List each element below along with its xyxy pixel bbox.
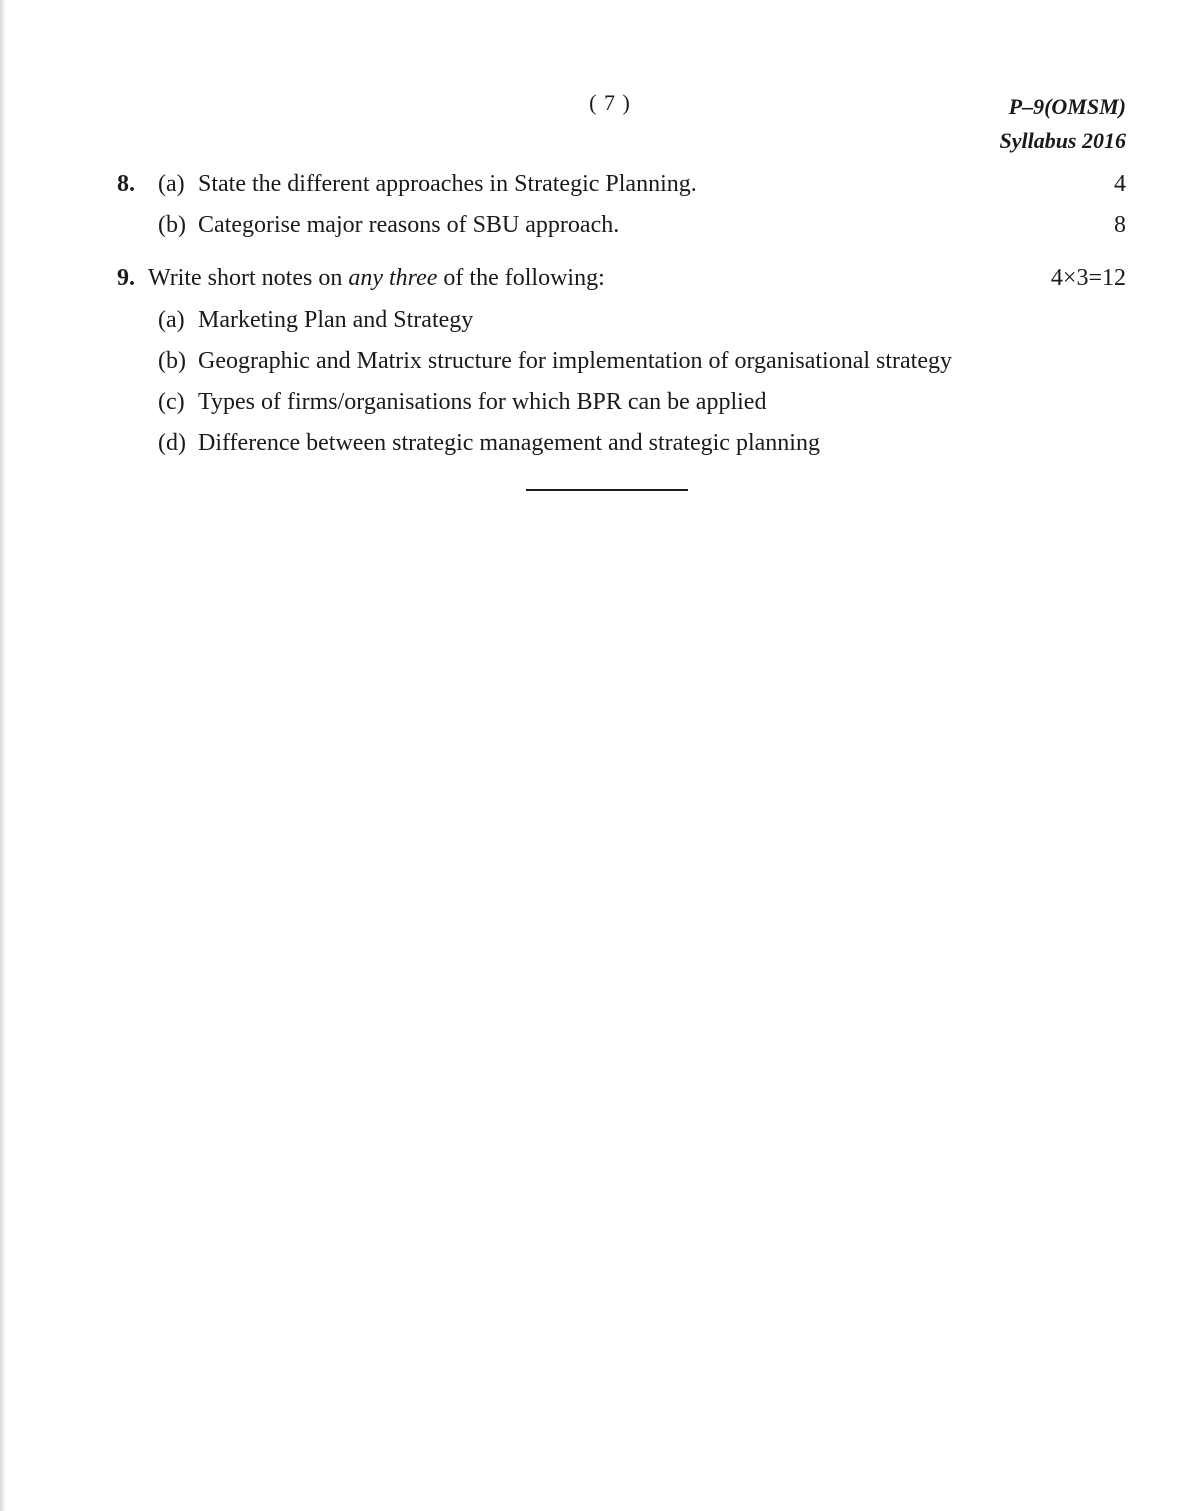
page-number: ( 7 ): [589, 90, 631, 115]
part-text: Types of firms/organisations for which BPR can be applied: [198, 389, 767, 415]
part-text: Difference between strategic management and strategic planning: [198, 430, 820, 456]
syllabus-year: Syllabus 2016: [999, 128, 1126, 153]
part-letter: (c): [158, 389, 185, 415]
part-text: State the different approaches in Strategic Planning.: [198, 171, 697, 197]
intro-before: Write short notes on: [148, 265, 349, 291]
marks-9: 4×3=12: [1050, 265, 1126, 291]
paper-header: [999, 90, 1126, 158]
paper-code: P–9(OMSM): [1008, 94, 1126, 119]
question-part: [158, 387, 766, 417]
part-text: Geographic and Matrix structure for implementation of organisational strategy: [198, 348, 952, 374]
question-number: 9.: [117, 265, 135, 291]
intro-emphasis: any three: [348, 265, 438, 291]
question-part: [158, 346, 952, 376]
part-letter: (a): [158, 171, 185, 197]
marks-8b: 8: [1114, 212, 1126, 238]
part-text: Marketing Plan and Strategy: [198, 307, 474, 333]
page-edge-shadow: [0, 0, 6, 1511]
question-number: 8.: [117, 171, 135, 197]
intro-after: of the following:: [437, 265, 605, 291]
part-letter: (d): [158, 430, 186, 456]
question-part: [158, 428, 820, 458]
end-of-paper-rule: [526, 489, 688, 491]
part-letter: (a): [158, 307, 185, 333]
question-part: [158, 210, 619, 240]
part-letter: (b): [158, 348, 186, 374]
marks-8a: 4: [1114, 171, 1126, 197]
question-intro: [148, 263, 605, 293]
part-text: Categorise major reasons of SBU approach.: [198, 212, 620, 238]
part-letter: (b): [158, 212, 186, 238]
question-part: [158, 305, 473, 335]
question-part: [158, 169, 697, 199]
